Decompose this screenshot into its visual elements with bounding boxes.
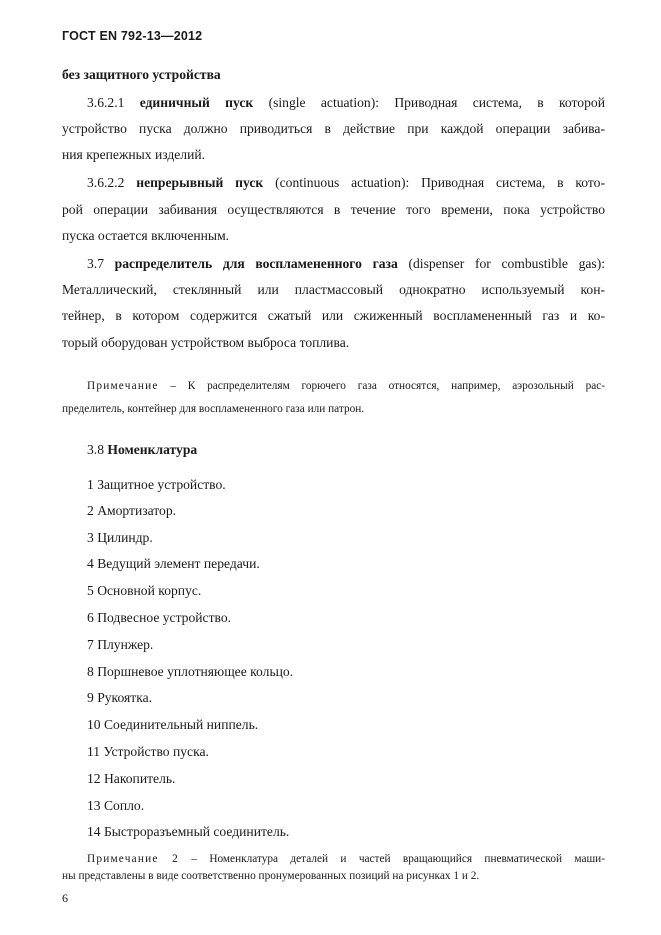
list-item: 8 Поршневое уплотняющее кольцо. — [87, 664, 294, 679]
clause-title: Номенклатура — [107, 442, 198, 457]
clause-3-8-heading — [87, 442, 197, 458]
page-number: 6 — [62, 891, 68, 905]
clause-term: единичный пуск — [139, 95, 254, 110]
clause-3-7-line3: тейнер, в котором содержится сжатый или сжиженный воспламененный газ и ко- — [62, 308, 605, 323]
list-item: 7 Плунжер. — [87, 637, 154, 652]
list-item: 12 Накопитель. — [87, 771, 176, 786]
clause-3-6-2-1-line3: ния крепежных изделий. — [62, 147, 206, 162]
clause-3-6-2-1-line2: устройство пуска должно приводиться в действие при каждой операции забива- — [62, 121, 605, 136]
clause-number: 3.6.2.1 — [87, 95, 125, 110]
note-2-line1 — [87, 853, 605, 865]
clause-term: непрерывный пуск — [136, 175, 264, 190]
list-item: 2 Амортизатор. — [87, 503, 177, 518]
clause-3-7-line1 — [87, 256, 605, 272]
list-item: 13 Сопло. — [87, 798, 145, 813]
document-header: ГОСТ EN 792-13—2012 — [62, 29, 203, 43]
note-label: Примечание 2 — [87, 853, 179, 865]
list-item: 3 Цилиндр. — [87, 530, 153, 545]
clause-number: 3.6.2.2 — [87, 175, 125, 190]
clause-3-7-line4: торый оборудован устройством выброса топлива. — [62, 335, 350, 350]
note-2-line2: ны представлены в виде соответственно пронумерованных позиций на рисунках 1 и 2. — [62, 870, 480, 882]
list-item: 1 Защитное устройство. — [87, 477, 226, 492]
note-1-line1 — [87, 380, 605, 392]
note-label: Примечание — [87, 380, 159, 392]
clause-3-6-2-2-line1 — [87, 175, 605, 191]
clause-number: 3.8 — [87, 442, 104, 457]
clause-3-6-2-2-line3: пуска остается включенным. — [62, 228, 230, 243]
list-item: 10 Соединительный ниппель. — [87, 717, 259, 732]
note-text: – К распределителям горючего газа относятся, например, аэрозольный рас- — [170, 380, 606, 392]
clause-3-6-2-2-line2: рой операции забивания осуществляются в течение того времени, пока устройство — [62, 202, 605, 217]
clause-term: распределитель для воспламененного газа — [114, 256, 398, 271]
note-text: – Номенклатура деталей и частей вращающийся пневматической маши- — [191, 853, 605, 865]
clause-3-6-2-1-line1 — [87, 95, 605, 111]
list-item: 5 Основной корпус. — [87, 583, 202, 598]
list-item: 11 Устройство пуска. — [87, 744, 209, 759]
note-1-line2: пределитель, контейнер для воспламененного газа или патрон. — [62, 403, 365, 415]
clause-3-7-line2: Металлический, стеклянный или пластмассовый однократно используемый кон- — [62, 282, 605, 297]
list-item: 9 Рукоятка. — [87, 690, 153, 705]
list-item: 14 Быстроразъемный соединитель. — [87, 824, 290, 839]
clause-text: (continuous actuation): Приводная система, в кото- — [275, 175, 605, 190]
list-item: 4 Ведущий элемент передачи. — [87, 556, 260, 571]
clause-number: 3.7 — [87, 256, 104, 271]
clause-text: (dispenser for combustible gas): — [408, 256, 606, 271]
section-subtitle: без защитного устройства — [62, 67, 221, 82]
list-item: 6 Подвесное устройство. — [87, 610, 232, 625]
clause-text: (single actuation): Приводная система, в которой — [268, 95, 605, 110]
